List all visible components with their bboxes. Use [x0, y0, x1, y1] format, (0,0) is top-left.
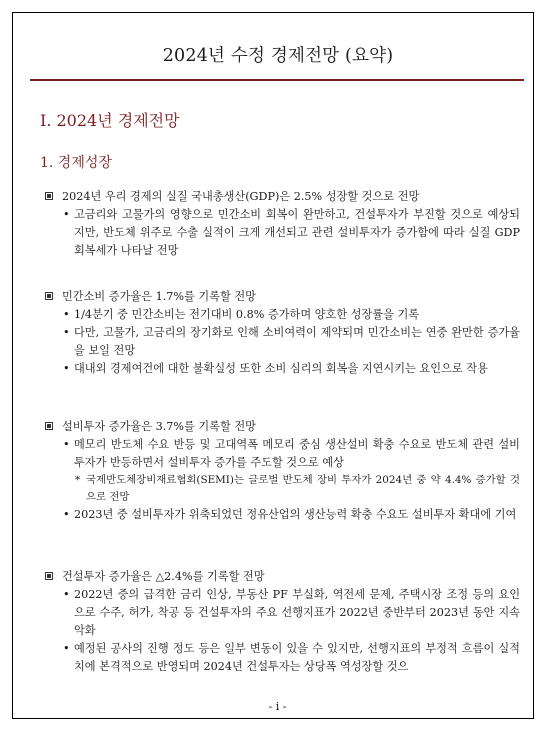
block-heading	[40, 288, 520, 306]
gdp-block	[40, 188, 520, 260]
block-heading	[40, 418, 520, 436]
bullet-text: 2022년 중의 급격한 금리 인상, 부동산 PF 부실화, 역전세 문제, 주택시장 조정 등의 요인으로 수주, 허가, 착공 등 건설투자의 주요 선행지표가 2022년 중반부터 2023년 동안 지속 악화	[74, 588, 520, 637]
bullet-text: 1/4분기 중 민간소비는 전기대비 0.8% 증가하며 양호한 성장률을 기록	[74, 308, 420, 321]
heading-text: 민간소비 증가율은 1.7%를 기록할 전망	[62, 290, 256, 303]
bullet-item	[40, 206, 520, 260]
square-bullet-icon	[45, 572, 53, 580]
document-title: 2024년 수정 경제전망 (요약)	[162, 46, 394, 66]
dot-bullet-icon: •	[63, 642, 70, 655]
bullet-text: 메모리 반도체 수요 반등 및 고대역폭 메모리 중심 생산설비 확충 수요로 반도체 관련 설비투자가 반등하면서 설비투자 증가를 주도할 것으로 예상	[74, 438, 520, 469]
dot-bullet-icon: •	[63, 508, 70, 521]
equipment-investment-block	[40, 418, 520, 524]
bullet-text: 예정된 공사의 진행 정도 등은 일부 변동이 있을 수 있지만, 선행지표의 부정적 흐름이 실적치에 본격적으로 반영되며 2024년 건설투자는 상당폭 역성장할 것으	[74, 642, 520, 673]
note-text: 국제반도체장비재료협회(SEMI)는 글로벌 반도체 장비 투자가 2024년 중 약 4.4% 증가할 것으로 전망	[86, 474, 520, 503]
bullet-item	[40, 586, 520, 640]
title-divider	[30, 79, 524, 81]
bullet-item	[40, 640, 520, 676]
dot-bullet-icon: •	[63, 308, 70, 321]
bullet-item	[40, 506, 520, 524]
bullet-text: 고금리와 고물가의 영향으로 민간소비 회복이 완만하고, 건설투자가 부진할 것으로 예상되지만, 반도체 위주로 수출 실적이 크게 개선되고 관련 설비투자가 증가함에 따라 실질 GDP 회복세가 나타날 전망	[74, 208, 520, 257]
bullet-text: 다만, 고물가, 고금리의 장기화로 인해 소비여력이 제약되며 민간소비는 연중 완만한 증가율을 보일 전망	[74, 326, 520, 357]
square-bullet-icon	[45, 292, 53, 300]
dot-bullet-icon: •	[63, 326, 70, 339]
heading-text: 2024년 우리 경제의 실질 국내총생산(GDP)은 2.5% 성장할 것으로 전망	[62, 190, 420, 203]
block-heading	[40, 568, 520, 586]
subsection-title: 1. 경제성장	[40, 155, 112, 171]
dot-bullet-icon: •	[63, 208, 70, 221]
bullet-text: 대내외 경제여건에 대한 불확실성 또한 소비 심리의 회복을 지연시키는 요인으로 작용	[74, 362, 488, 375]
bullet-item	[40, 324, 520, 360]
consumption-block	[40, 288, 520, 378]
bullet-item	[40, 306, 520, 324]
section-title: Ⅰ. 2024년 경제전망	[40, 111, 180, 130]
bullet-item	[40, 360, 520, 378]
bullet-text: 2023년 중 설비투자가 위축되었던 정유산업의 생산능력 확충 수요도 설비투자 확대에 기여	[74, 508, 517, 521]
page-number: - i -	[268, 700, 287, 713]
construction-investment-block	[40, 568, 520, 676]
asterisk-icon: *	[75, 474, 81, 486]
dot-bullet-icon: •	[63, 362, 70, 375]
bullet-item	[40, 436, 520, 472]
heading-text: 건설투자 증가율은 △2.4%를 기록할 전망	[62, 570, 265, 583]
dot-bullet-icon: •	[63, 438, 70, 451]
block-heading	[40, 188, 520, 206]
dot-bullet-icon: •	[63, 588, 70, 601]
footnote-item	[40, 472, 520, 506]
square-bullet-icon	[45, 192, 53, 200]
heading-text: 설비투자 증가율은 3.7%를 기록할 전망	[62, 420, 256, 433]
square-bullet-icon	[45, 422, 53, 430]
